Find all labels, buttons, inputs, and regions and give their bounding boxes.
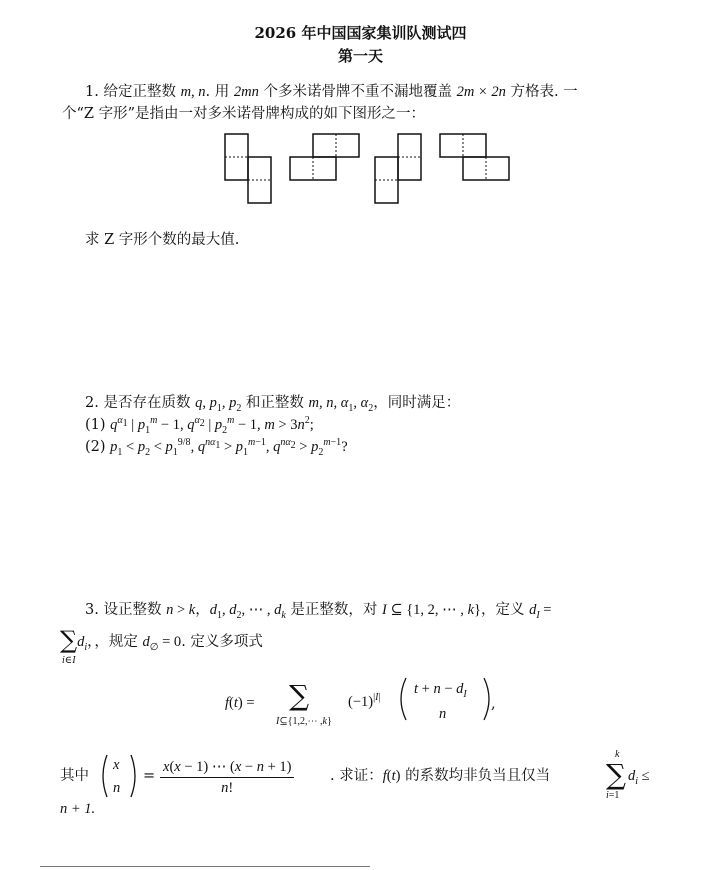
p3-text-e: ，规定 [94,634,143,650]
sum-symbol-2: ∑ [606,758,626,791]
problem2-condition1: (1) $q^{\alpha_1}$ | $p_1^m - 1$, $q^{\alpha_2}$ | $p_2^m - 1$, $m > 3n^2$; [85,415,314,436]
sum-lower-i1: i=1 [606,790,620,801]
p1-text-b: . 用 [205,84,234,100]
formula-sign: $(-1)^{|I|}$ [348,692,381,710]
p3-text-b2: ， [87,634,95,650]
z-shape-3 [375,134,421,203]
equals-sign: = [143,768,156,784]
cond1-label: (1) [85,417,111,433]
sum-index-I: i∈I [62,655,76,666]
p2-vars-2: m, n, $\alpha_1$, $\alpha_2$ [308,395,374,414]
cond2-label: (2) [85,439,111,455]
footer-rule [40,866,370,867]
z-shape-4 [440,134,509,180]
falling-factorial-fraction: $\frac{x(x - 1) \cdots (x - n + 1)}{n!}$ [160,757,294,798]
problem2-condition2: (2) $p_1 < p_2 < p_1^{9/8}$, $q^{n\alpha_1} > p_1^{m-1}$, $q^{n\alpha_2} > p_2^{m-1}$? [85,437,348,458]
binom-top: $t + n - d_I$ [414,681,467,700]
binom-n: n [113,780,121,796]
problem1-question: 求 Z 字形个数的最大值. [85,232,240,248]
sum-upper-k: k [615,749,620,760]
problem2-intro [85,393,460,413]
p2-text-b: ，同时满足： [373,395,461,411]
p1-text-a: 1. 给定正整数 [85,84,181,100]
problem3-line2: $\sum d_i$，，规定 $d_\emptyset = 0$. 定义多项式 [60,626,263,654]
p1-var-mn: m, n [180,84,206,100]
binom-bottom: n [439,706,447,722]
formula-f: f(t) = ∑ [225,679,310,712]
problem3-where: 其中 [60,768,89,784]
p1-text-d: 方格表. 一 [505,84,578,100]
exam-title: 2026 年中国国家集训队测试四 [254,24,467,42]
problem3-line4: n + 1. [60,801,96,817]
p1-text-c: 个多米诺骨牌不重不漏地覆盖 [258,84,457,100]
sum-di-leq: $d_i$ ≤ [628,768,650,787]
p2-text-a: 2. 是否存在质数 [85,395,196,411]
p3-text-d: ，定义 [480,602,530,618]
sum-index-subset: I⊆{1,2,⋯ ,k} [276,716,332,727]
p3-text-f: . 定义多项式 [181,634,263,650]
problem1-line1 [85,82,578,102]
z-shape-2 [290,134,359,180]
p2-vars-1: q, $p_1$, $p_2$ [195,395,242,414]
p3-text-a: 3. 设正整数 [85,602,167,618]
p3-text-c: 是正整数，对 [285,602,382,618]
problem1-line2: 个“Z 字形”是指由一对多米诺骨牌构成的如下图形之一： [62,106,426,122]
z-shapes-figure [222,130,512,210]
z-shape-1 [225,134,271,203]
problem3-line1: 3. 设正整数 n > k，$d_1$, $d_2$, ⋯ , $d_k$ 是正整数，对 I ⊆ {1, 2, ⋯ , k}，定义 $d_I$ = [85,602,552,621]
p1-grid-size: 2m × 2n [456,84,506,100]
p1-var-2mn: 2mn [233,84,259,100]
exam-day: 第一天 [337,47,383,65]
p3-text-i: 的系数均非负当且仅当 [400,768,551,784]
p3-text-b: ， [195,602,210,618]
p3-text-h: . 求证： [330,768,383,784]
binom-x: x [113,757,120,773]
p2-text-and: 和正整数 [241,395,309,411]
problem3-claim: . 求证：f(t) 的系数均非负当且仅当 [330,768,551,784]
formula-comma: , [491,696,496,712]
